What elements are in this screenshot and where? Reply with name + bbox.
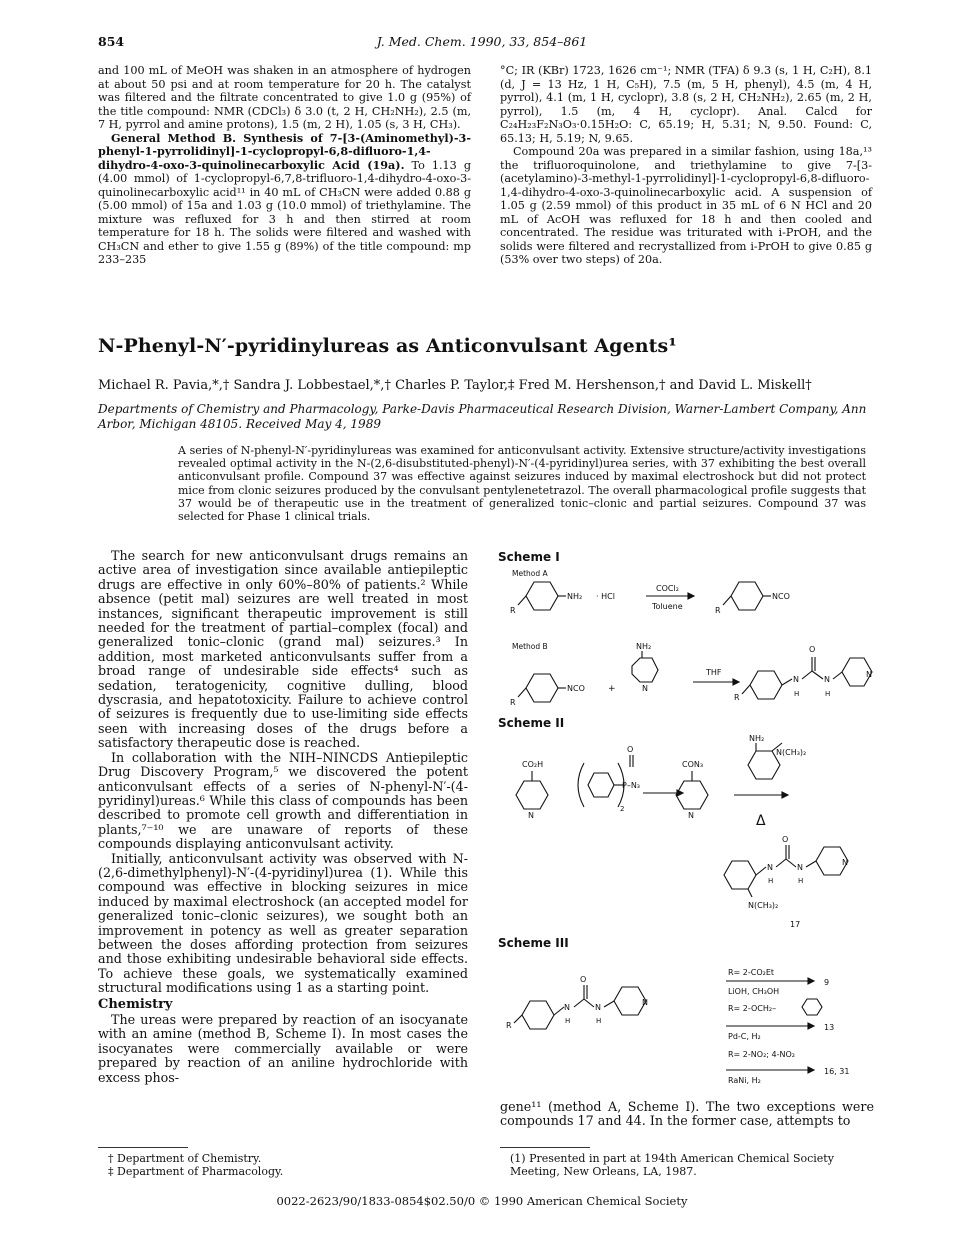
reagent-2: Pd-C, H₂ bbox=[728, 1032, 761, 1041]
condition-r1: R= 2-CO₂Et bbox=[728, 968, 775, 977]
copyright-line: 0022-2623/90/1833-0854$02.50/0 © 1990 American Chemical Society bbox=[276, 1194, 688, 1208]
body-right-column bbox=[500, 1100, 874, 1129]
pyridine-n-label: N bbox=[528, 811, 534, 820]
pyridine-ring-4 bbox=[676, 781, 708, 809]
abstract-text: A series of N-phenyl-N′-pyridinylureas was examined for anticonvulsant activity. Extensive structure/activity investigations revealed optimal activity in the N-(2,6-disubstituted-phenyl)-N′-(4-pyridinyl)urea series, with 37 exhibiting the best overall anticonvulsant profile. Compound 37 was effective against seizures induced by maximal electroshock but did not protect mice from clonic seizures produced by the convulsant pentylenetetrazol. The overall pharmacological profile suggests that 37 would be of therapeutic use in the treatment of generalized tonic–clonic and partial seizures. Compound 37 was selected for Phase 1 clinical trials. bbox=[178, 444, 866, 524]
top-right-paragraph-1: °C; IR (KBr) 1723, 1626 cm⁻¹; NMR (TFA) δ 9.3 (s, 1 H, C₂H), 8.1 (d, J = 13 Hz, 1 H, C₅H), 7.5 (m, 5 H, phenyl), 4.5 (m, 4 H, pyrrol), 4.1 (m, 1 H, cyclopr), 3.8 (s, 2 H, CH₂NH₂), 2.65 (m, 2 H, pyrrol), 1.5 (m, 4 H, cyclopr). Anal. Calcd for C₂₄H₂₃F₂N₃O₃·0.15H₂O: C, 65.19; H, 5.31; N, 9.50. Found: C, 65.13; H, 5.19; N, 9.65. bbox=[500, 64, 872, 145]
nh2-label: NH₂ bbox=[749, 734, 765, 743]
abstract bbox=[178, 444, 866, 523]
intro-paragraph-3: Initially, anticonvulsant activity was observed with N-(2,6-dimethylphenyl)-N′-(4-pyridinyl)urea (1). While this compound was effective in blocking seizures in mice induced by maximal electroshock (an accepted model for generalized tonic–clonic seizures), we sought both an improvement in potency as well as greater separation between the doses affording protection from seizures and those exhibiting undesirable behavioral side effects. To achieve these goals, we systematically examined structural modifications using 1 as a starting point. bbox=[98, 850, 468, 996]
co2h-label: CO₂H bbox=[522, 760, 544, 769]
paren-left bbox=[578, 763, 584, 807]
benzene-ring-6 bbox=[724, 861, 756, 889]
urea-n-label: N bbox=[793, 675, 799, 684]
pyridine-n-label: N bbox=[688, 811, 694, 820]
pyridine-n-label: N bbox=[866, 670, 872, 679]
cocl2-label: COCl₂ bbox=[656, 584, 679, 593]
footnote-pharmacology: ‡ Department of Pharmacology. bbox=[108, 1165, 284, 1178]
chemistry-paragraph: The ureas were prepared by reaction of an isocyanate with an amine (method B, Scheme I). In most cases the isocyanates were commercially available or were prepared by reaction of an aniline hydrochloride with excess phos- bbox=[98, 1012, 468, 1085]
phenyl-ring-dppa bbox=[588, 773, 614, 797]
carbonyl-o-label: O bbox=[782, 835, 789, 844]
footnote-rule-left bbox=[98, 1147, 188, 1148]
urea-n-label: N bbox=[564, 1003, 570, 1012]
urea-h-label: H bbox=[565, 1017, 571, 1025]
subscript-2-label: 2 bbox=[620, 805, 625, 813]
body-right-text: gene¹¹ (method A, Scheme I). The two exceptions were compounds 17 and 44. In the former case, attempts to bbox=[500, 1099, 874, 1129]
method-b-text: To 1.13 g (4.00 mmol) of 1-cyclopropyl-6,7,8-trifluoro-1,4-dihydro-4-oxo-3-quinolinecarboxylic acid¹¹ in 40 mL of CH₃CN were added 0.88 g (5.00 mmol) of 15a and 1.03 g (10.0 mmol) of triethylamine. The mixture was refluxed for 3 h and then stirred at room temperature for 18 h. The solids were filtered and washed with CH₃CN and ether to give 1.55 g (89%) of the title compound: mp 233–235 bbox=[98, 158, 471, 266]
footnote-reference-1: (1) Presented in part at 194th American Chemical Society Meeting, New Orleans, LA, 1987. bbox=[510, 1152, 834, 1178]
nme2-label: N(CH₃)₂ bbox=[776, 748, 807, 757]
intro-paragraph-1: The search for new anticonvulsant drugs remains an active area of investigation since available antiepileptic drugs are effective in only 60%–80% of patients.² While absence (petit mal) seizures are well treated in most instances, significant therapeutic improvement is still needed for the treatment of partial–complex (focal) and generalized tonic–clonic (grand mal) seizures.³ In addition, most marketed anticonvulsants suffer from a broad range of undesirable side effects⁴ such as sedation, teratogenicity, cognitive dulling, blood dyscrasia, and hepatotoxicity. Failure to achieve control of seizures is frequently due to use-limiting side effects seen with increasing doses of the drugs before a satisfactory therapeutic dose is reached. bbox=[98, 548, 468, 751]
nco-label: NCO bbox=[772, 592, 790, 601]
compound-17-label: 17 bbox=[790, 920, 801, 929]
pyridine-ring-1 bbox=[632, 658, 658, 682]
pyridine-n-label: N bbox=[642, 998, 648, 1007]
benzene-ring-4 bbox=[750, 671, 782, 699]
urea-h-label: H bbox=[798, 877, 804, 885]
urea-n-label: N bbox=[797, 863, 803, 872]
carbonyl-o-label: O bbox=[580, 975, 587, 984]
authors: Michael R. Pavia,*,† Sandra J. Lobbestael,*,† Charles P. Taylor,‡ Fred M. Hershenson,† and David L. Miskell† bbox=[98, 378, 812, 393]
top-right-column bbox=[500, 64, 872, 267]
condition-r2: R= 2-OCH₂– bbox=[728, 1004, 777, 1013]
top-left-column bbox=[98, 64, 471, 267]
schemes-figure bbox=[496, 545, 880, 1095]
affiliation: Departments of Chemistry and Pharmacology, Parke-Davis Pharmaceutical Research Division, Warner-Lambert Company, Ann Arbor, Michigan 48105. Received May 4, 1989 bbox=[98, 402, 867, 431]
scheme-1-title: Scheme I bbox=[498, 550, 560, 564]
urea-n-label: N bbox=[767, 863, 773, 872]
nh2-label: NH₂ bbox=[636, 642, 652, 651]
phosphoryl-o-label: O bbox=[627, 745, 634, 754]
page-number: 854 bbox=[98, 34, 125, 49]
intro-paragraph-2: In collaboration with the NIH–NINCDS Antiepileptic Drug Discovery Program,⁵ we discovered the potent anticonvulsant effects of a series of N-phenyl-N′-(4-pyridinyl)ureas.⁶ While this class of compounds has been described to promote cell growth and differentiation in plants,⁷⁻¹⁰ we are unaware of reports of these compounds displaying anticonvulsant activity. bbox=[98, 749, 468, 852]
method-a-label: Method A bbox=[512, 569, 548, 578]
urea-n-label: N bbox=[824, 675, 830, 684]
benzene-ring-3 bbox=[526, 674, 558, 702]
r-label: R bbox=[734, 693, 740, 702]
pyridine-n-label: N bbox=[842, 858, 848, 867]
urea-n-label: N bbox=[595, 1003, 601, 1012]
urea-h-label: H bbox=[768, 877, 774, 885]
top-right-paragraph-2: Compound 20a was prepared in a similar fashion, using 18a,¹³ the trifluoroquinolone, and triethylamine to give 7-[3-(acetylamino)-3-methyl-1-pyrrolidinyl]-1-cyclopropyl-6,8-difluoro-1,4-dihydro-4-oxo-3-quinolinecarboxylic acid. A suspension of 1.05 g (2.59 mmol) of this product in 35 mL of 6 N HCl and 20 mL of AcOH was refluxed for 18 h and then cooled and concentrated. The residue was triturated with i-PrOH, and the solids were filtered and recrystallized from i-PrOH to give 0.85 g (53% over two steps) of 20a. bbox=[500, 145, 872, 266]
reagent-3: RaNi, H₂ bbox=[728, 1076, 761, 1085]
pn3-label: P–N₃ bbox=[622, 781, 641, 790]
benzene-ring-1 bbox=[526, 582, 558, 610]
con3-label: CON₃ bbox=[682, 760, 704, 769]
product-9: 9 bbox=[824, 978, 830, 987]
benzene-ring-2 bbox=[731, 582, 763, 610]
nh2-label: NH₂ bbox=[567, 592, 583, 601]
benzene-ring-7 bbox=[522, 1001, 554, 1029]
hcl-label: · HCl bbox=[596, 592, 615, 601]
r-label: R bbox=[506, 1021, 512, 1030]
r-label: R bbox=[510, 698, 516, 707]
thf-label: THF bbox=[706, 668, 722, 677]
top-left-paragraph: and 100 mL of MeOH was shaken in an atmosphere of hydrogen at about 50 psi and at room temperature for 20 h. The catalyst was filtered and the filtrate concentrated to give 1.0 g (95%) of the title compound: NMR (CDCl₃) δ 3.0 (t, 2 H, CH₂NH₂), 2.5 (m, 7 H, pyrrol and amine protons), 1.5 (m, 2 H), 1.05 (s, 3 H, CH₃). bbox=[98, 64, 471, 131]
heat-delta-label: Δ bbox=[756, 813, 766, 829]
urea-h-label: H bbox=[825, 690, 831, 698]
body-left-column bbox=[98, 549, 468, 1085]
r-label: R bbox=[715, 606, 721, 615]
urea-h-label: H bbox=[794, 690, 800, 698]
method-b-paragraph bbox=[98, 132, 471, 267]
reagent-1: LiOH, CH₃OH bbox=[728, 987, 780, 996]
footnote-rule-right bbox=[500, 1147, 590, 1148]
method-b-heading: General Method B. Synthesis of 7-[3-(Aminomethyl)-3-phenyl-1-pyrrolidinyl]-1-cyclopropyl-6,8-difluoro-1,4-dihydro-4-oxo-3-quinolinecarboxylic Acid (19a). bbox=[98, 130, 471, 172]
chemistry-heading: Chemistry bbox=[98, 996, 173, 1012]
nme2-label: N(CH₃)₂ bbox=[748, 901, 779, 910]
product-13: 13 bbox=[824, 1023, 835, 1032]
r-label: R bbox=[510, 606, 516, 615]
toluene-label: Toluene bbox=[652, 602, 683, 611]
benzyl-ring bbox=[802, 999, 822, 1015]
scheme-3-title: Scheme III bbox=[498, 936, 569, 950]
nco-label: NCO bbox=[567, 684, 585, 693]
article-title: N-Phenyl-N′-pyridinylureas as Anticonvulsant Agents¹ bbox=[98, 335, 677, 357]
product-16-31: 16, 31 bbox=[824, 1067, 850, 1076]
pyridine-ring-3 bbox=[516, 781, 548, 809]
pyridine-n-label: N bbox=[642, 684, 648, 693]
carbonyl-o-label: O bbox=[809, 645, 816, 654]
urea-h-label: H bbox=[596, 1017, 602, 1025]
scheme-2-title: Scheme II bbox=[498, 716, 565, 730]
footnote-chemistry: † Department of Chemistry. bbox=[108, 1152, 262, 1165]
plus-sign: + bbox=[608, 684, 616, 694]
journal-citation: J. Med. Chem. 1990, 33, 854–861 bbox=[376, 34, 588, 49]
condition-r3: R= 2-NO₂; 4-NO₂ bbox=[728, 1050, 795, 1059]
method-b-label: Method B bbox=[512, 642, 548, 651]
